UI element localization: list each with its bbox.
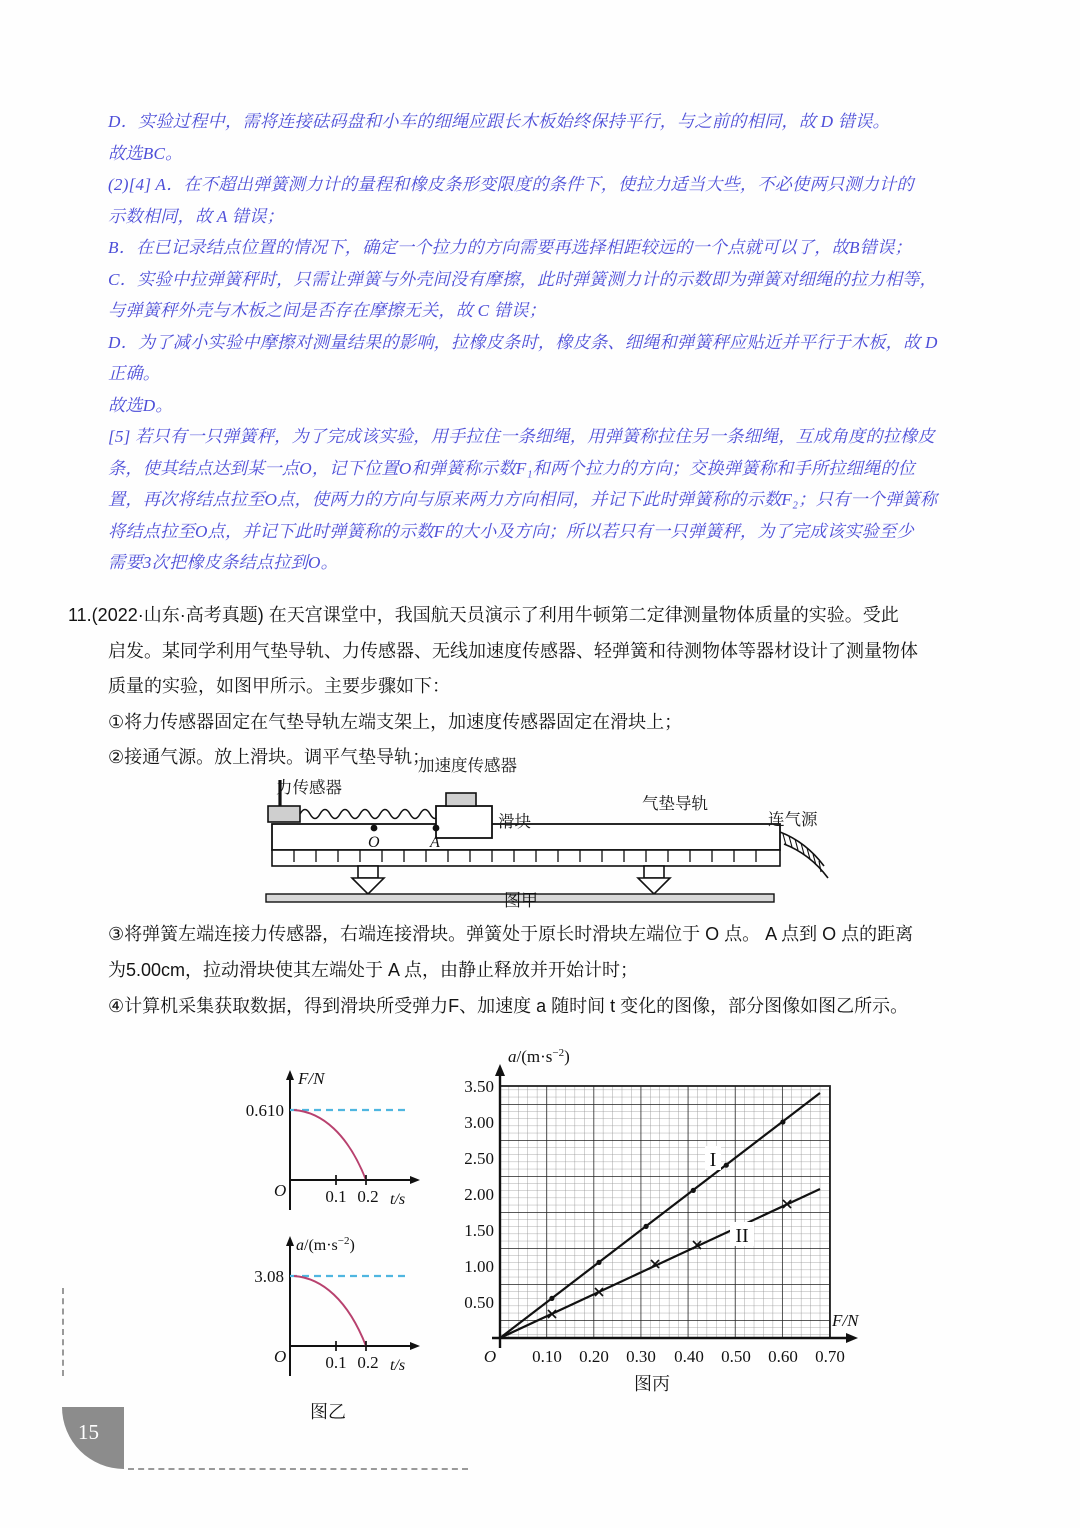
question-line: 质量的实验，如图甲所示。主要步骤如下：	[108, 676, 450, 696]
svg-text:2.00: 2.00	[464, 1185, 494, 1204]
figure-bing-graph	[452, 1032, 872, 1392]
svg-text:1.00: 1.00	[464, 1257, 494, 1276]
svg-text:0.2: 0.2	[357, 1353, 379, 1372]
svg-text:1.50: 1.50	[464, 1221, 494, 1240]
question-11-body	[68, 598, 1008, 776]
svg-text:3.00: 3.00	[464, 1113, 494, 1132]
svg-text:F/N: F/N	[832, 1311, 859, 1330]
svg-text:0.60: 0.60	[768, 1347, 798, 1366]
label-point-o: O	[368, 834, 380, 851]
solution-line: 与弹簧秤外壳与木板之间是否存在摩擦无关，故 C 错误；	[108, 301, 546, 320]
question-step: ③将弹簧左端连接力传感器，右端连接滑块。弹簧处于原长时滑块左端位于 O 点。 A 点到 O 点的距离	[108, 924, 914, 944]
solution-blue-block	[108, 106, 988, 579]
svg-text:t/s: t/s	[390, 1357, 406, 1374]
solution-line: 故选D。	[108, 395, 173, 415]
svg-text:3.08: 3.08	[254, 1267, 284, 1286]
svg-text:0.70: 0.70	[815, 1347, 845, 1366]
solution-line: D．实验过程中，需将连接砝码盘和小车的细绳应跟长木板始终保持平行，与之前的相同，故 D 错误。	[108, 112, 890, 131]
svg-text:O: O	[274, 1347, 287, 1366]
question-step: 为5.00cm，拉动滑块使其左端处于 A 点，由静止释放并开始计时；	[108, 960, 639, 980]
solution-line: 示数相同，故 A 错误；	[108, 206, 284, 226]
svg-text:O: O	[483, 1347, 497, 1366]
svg-text:3.50: 3.50	[464, 1077, 494, 1096]
label-accel-sensor: 加速度传感器	[418, 757, 517, 775]
svg-text:0.1: 0.1	[325, 1353, 347, 1372]
chart-a-F-svg	[452, 1032, 872, 1392]
svg-text:O: O	[274, 1181, 287, 1200]
solution-line: B．在已记录结点位置的情况下，确定一个拉力的方向需要再选择相距较远的一个点就可以了，故B错误；	[108, 238, 912, 257]
solution-line: 置，再次将结点拉至O点，使两力的方向与原来两力方向相同，并记下此时弹簧称的示数F₂；只有一个弹簧称	[108, 490, 938, 509]
figure-yi-graphs	[238, 1062, 438, 1422]
solution-line: 需要3次把橡皮条结点拉到O。	[108, 553, 339, 572]
svg-text:0.40: 0.40	[674, 1347, 704, 1366]
question-line: 启发。某同学利用气垫导轨、力传感器、无线加速度传感器、轻弹簧和待测物体等器材设计了测量物体	[108, 640, 918, 661]
svg-text:0.50: 0.50	[464, 1293, 494, 1312]
question-step: ④计算机采集获取数据，得到滑块所受弹力F、加速度 a 随时间 t 变化的图像，部分图像如图乙所示。	[108, 996, 909, 1016]
solution-line: D．为了减小实验中摩擦对测量结果的影响，拉橡皮条时，橡皮条、细绳和弹簧秤应贴近并平行于木板，故 D	[108, 332, 938, 352]
svg-text:2.50: 2.50	[464, 1149, 494, 1168]
solution-line: C．实验中拉弹簧秤时，只需让弹簧与外壳间没有摩擦，此时弹簧测力计的示数即为弹簧对细绳的拉力相等，	[108, 269, 937, 289]
solution-line: (2)[4] A．在不超出弹簧测力计的量程和橡皮条形变限度的条件下，使拉力适当大些，不必使两只测力计的	[108, 175, 914, 194]
question-step: ①将力传感器固定在气垫导轨左端支架上，加速度传感器固定在滑块上；	[108, 711, 683, 732]
svg-text:0.610: 0.610	[245, 1101, 284, 1120]
solution-line: 将结点拉至O点，并记下此时弹簧称的示数F的大小及方向；所以若只有一只弹簧秤，为了完成该实验至少	[108, 521, 914, 541]
figure-jia-apparatus	[250, 757, 870, 912]
solution-line: [5] 若只有一只弹簧秤，为了完成该实验，用手拉住一条细绳，用弹簧称拉住另一条细绳，互成角度的拉橡皮	[108, 427, 935, 446]
svg-text:0.1: 0.1	[325, 1187, 347, 1206]
svg-text:0.50: 0.50	[721, 1347, 751, 1366]
label-air-source: 连气源	[768, 811, 818, 829]
chart-F-t	[238, 1062, 438, 1222]
solution-line: 正确。	[108, 364, 161, 383]
svg-text:0.20: 0.20	[579, 1347, 609, 1366]
svg-text:0.10: 0.10	[532, 1347, 562, 1366]
footer-dashed-horizontal-rule	[128, 1468, 468, 1470]
svg-text:a/(m·s−2): $a/(m\cdot s^{-2})$	[508, 1047, 570, 1066]
page-number: 15	[78, 1420, 99, 1444]
svg-text:II: II	[735, 1225, 749, 1247]
svg-text:a/(m·s−2): $a/(m\cdot s^{-2})$	[296, 1235, 355, 1254]
svg-text:0.30: 0.30	[626, 1347, 656, 1366]
svg-text:t/s: t/s	[390, 1191, 406, 1208]
label-point-a: A	[430, 834, 440, 851]
question-step: ②接通气源。放上滑块。调平气垫导轨；	[108, 747, 431, 767]
footer-dashed-vertical-rule	[62, 1288, 64, 1376]
apparatus-svg	[250, 762, 870, 912]
solution-line: 故选BC。	[108, 143, 183, 163]
label-air-track: 气垫导轨	[642, 795, 708, 813]
svg-text:0.2: 0.2	[357, 1187, 379, 1206]
chart-a-t	[238, 1224, 438, 1414]
figure-bing-caption: 图丙	[634, 1374, 670, 1394]
label-force-sensor: 力传感器	[276, 779, 342, 797]
figure-jia-caption: 图甲	[504, 891, 538, 910]
svg-text:F/N: F/N	[298, 1069, 325, 1088]
question-11-steps-after	[108, 916, 1008, 1024]
svg-text:I: I	[709, 1149, 717, 1171]
question-line: 11.(2022·山东·高考真题) 在天宫课堂中，我国航天员演示了利用牛顿第二定律测量物体质量的实验。受此	[68, 605, 899, 625]
label-slider: 滑块	[498, 813, 531, 831]
solution-line: 条，使其结点达到某一点O，记下位置O和弹簧称示数F₁和两个拉力的方向；交换弹簧称和手所拉细绳的位	[108, 458, 916, 478]
figure-yi-caption: 图乙	[310, 1402, 346, 1422]
